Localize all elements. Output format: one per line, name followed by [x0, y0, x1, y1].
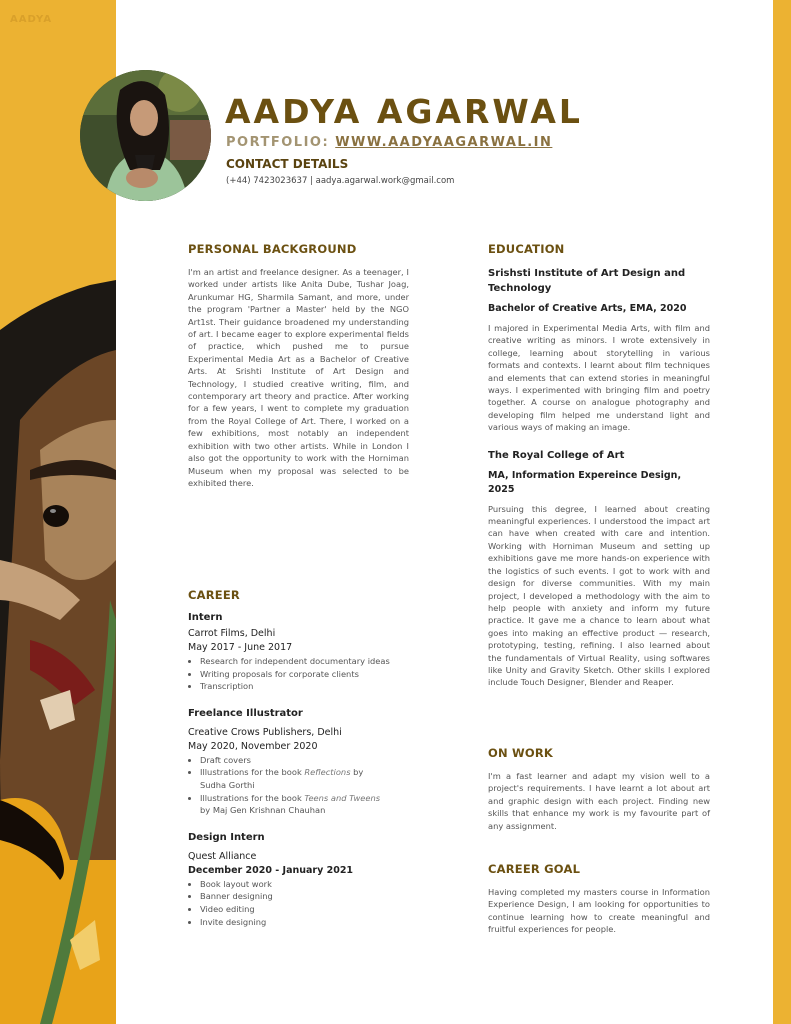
duty-text: by Maj Gen Krishnan Chauhan	[200, 805, 326, 816]
career-goal-section	[488, 862, 710, 936]
education-entry	[488, 448, 710, 689]
career-heading: CAREER	[188, 588, 240, 602]
duty-text: Illustrations for the book	[200, 792, 305, 803]
duty-text: by Sudha Gorthi	[200, 767, 364, 790]
job-title: Intern	[188, 612, 223, 623]
career-job	[188, 830, 418, 928]
portfolio-label: PORTFOLIO:	[226, 135, 330, 150]
job-duty: • Research for independent documentary ideas	[200, 655, 418, 668]
profile-photo-illustration	[80, 70, 211, 201]
job-organization: Creative Crows Publishers, Delhi	[188, 726, 342, 738]
on-work-section	[488, 746, 710, 832]
duty-text: Illustrations for the book	[200, 767, 305, 778]
career-job	[188, 610, 418, 693]
job-title: Design Intern	[188, 831, 265, 843]
job-title: Freelance Illustrator	[188, 707, 303, 719]
book-title: Teens and Tweens	[304, 792, 381, 803]
job-duty	[200, 766, 390, 791]
personal-background-text: I'm an artist and freelance designer. As a teenager, I worked under artists like Anita Dube, Tushar Joag, Arunkumar HG, Sharmila Samant, and more, under the program 'Partner a Master' held by the NGO Art1st. Their guidance broadened my understanding of art. I became eager to explore experimental fields of practice, which pushed me to pursue Experimental Media Art as a Bachelor of Creative Arts. At Srishti Institute of Art Design and Technology, I studied creative writing, film, and contemporary art theory and practice. After working for a few years, I went to complete my graduation from the Royal College of Art. There, I worked on a few exhibitions, most notably an independent exhibition with two other artists. While in London I also got the opportunity to work with the Horniman Museum when my proposal was selected to be exhibited there.	[188, 267, 409, 488]
on-work-text: I'm a fast learner and adapt my vision well to a project's requirements. I have learnt a lot about art and graphic design with each project. Finding new skills that enhance my work is my favourite part of any assignment.	[488, 771, 710, 831]
job-duty: • Invite designing	[200, 916, 418, 929]
right-decorative-strip	[773, 0, 791, 1024]
career-job	[188, 706, 418, 817]
personal-background-heading: PERSONAL BACKGROUND	[188, 242, 357, 256]
candidate-name: AADYA AGARWAL	[225, 92, 583, 131]
contact-details: (+44) 7423023637 | aadya.agarwal.work@gmail.com	[226, 176, 455, 186]
brand-logo: AADYA	[10, 14, 53, 25]
degree: Bachelor of Creative Arts, EMA, 2020	[488, 303, 687, 314]
job-duty: • Book layout work	[200, 878, 418, 891]
job-dates: May 2017 - June 2017	[188, 642, 293, 653]
degree: MA, Information Expereince Design, 2025	[488, 469, 682, 495]
portfolio-link[interactable]: WWW.AADYAAGARWAL.IN	[335, 135, 553, 150]
job-duty	[200, 792, 390, 817]
on-work-heading: ON WORK	[488, 746, 554, 760]
career-goal-text: Having completed my masters course in Information Experience Design, I am looking for opportunities to continue learning how to create meaningful and fruitful experiences for people.	[488, 887, 710, 935]
job-duty: • Transcription	[200, 680, 418, 693]
job-organization: Quest Alliance	[188, 850, 257, 862]
job-duty: • Banner designing	[200, 890, 418, 903]
career-goal-heading: CAREER GOAL	[488, 862, 581, 876]
job-organization: Carrot Films, Delhi	[188, 628, 276, 639]
education-section	[488, 242, 710, 689]
book-title: Reflections	[304, 767, 351, 778]
job-duty: • Writing proposals for corporate clients	[200, 668, 418, 681]
job-dates: December 2020 - January 2021	[188, 864, 354, 876]
education-heading: EDUCATION	[488, 242, 565, 256]
school-name: The Royal College of Art	[488, 449, 625, 461]
school-name: Srishsti Institute of Art Design and Technology	[488, 268, 686, 294]
profile-photo	[80, 70, 211, 201]
job-duty: • Video editing	[200, 903, 418, 916]
career-section	[188, 588, 418, 928]
personal-background-section	[188, 242, 409, 489]
portfolio-line	[226, 135, 552, 150]
contact-heading: CONTACT DETAILS	[226, 157, 349, 171]
job-duty: • Draft covers	[200, 754, 390, 767]
education-entry	[488, 266, 710, 434]
education-description: I majored in Experimental Media Arts, with film and creative writing as minors. I wrote extensively in college, learning about storytelling in various formats and contexts. I learnt about film techniques and elements that can extend stories in meaningful ways. I experimented with bringing film and poetry together. A course on analogue photography and developing film helped me understand light and various ways of making an image.	[488, 323, 710, 433]
education-description: Pursuing this degree, I learned about creating meaningful experiences. I understood the impact art can have when created with care and intention. Working with Horniman Museum and setting up exhibitions gave me more hands-on experience with the logistics of such events. I got to work with and design for diverse communities. With my main project, I developed a methodology with the aim to help people with anxiety and inform my future practice. It gave me a chance to learn about what goes into making an effective product — research, prototyping, testing, refining. I also learned about the fundamentals of Virtual Reality, using softwares like Unity and Gravity Sketch. Other skills I explored include Touch Designer, Blender and Reaper.	[488, 503, 710, 688]
job-dates: May 2020, November 2020	[188, 740, 318, 752]
